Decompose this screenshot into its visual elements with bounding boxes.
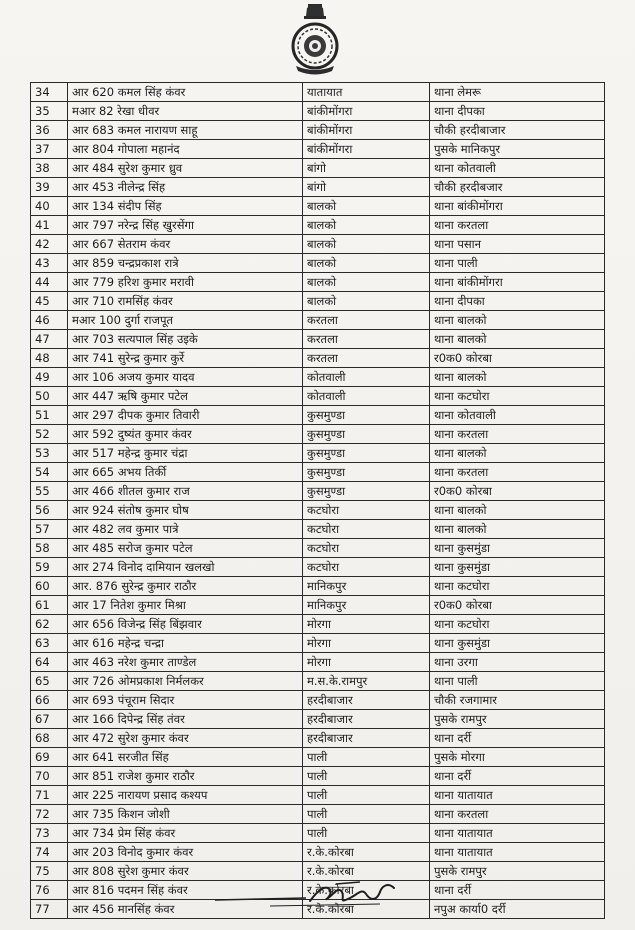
table-row: [31, 102, 605, 121]
serial-number-cell: 34: [31, 83, 68, 102]
serial-number-cell: 37: [31, 140, 68, 159]
table-row: [31, 653, 605, 672]
to-posting-cell: थाना बालको: [430, 501, 605, 520]
from-station-cell: बांकीमोंगरा: [303, 121, 430, 140]
from-station-cell: हरदीबाजार: [303, 710, 430, 729]
employee-name-cell: आर. 876 सुरेन्द्र कुमार राठौर: [68, 577, 303, 596]
employee-name-cell: आर 804 गोपाला महानंद: [68, 140, 303, 159]
serial-number-cell: 52: [31, 425, 68, 444]
table-row: [31, 254, 605, 273]
table-row: [31, 330, 605, 349]
serial-number-cell: 75: [31, 862, 68, 881]
serial-number-cell: 39: [31, 178, 68, 197]
from-station-cell: बालको: [303, 273, 430, 292]
from-station-cell: कुसमुण्डा: [303, 444, 430, 463]
employee-name-cell: आर 466 शीतल कुमार राज: [68, 482, 303, 501]
serial-number-cell: 63: [31, 634, 68, 653]
table-row: [31, 615, 605, 634]
from-station-cell: बालको: [303, 216, 430, 235]
from-station-cell: कटघोरा: [303, 558, 430, 577]
to-posting-cell: थाना कटघोरा: [430, 577, 605, 596]
employee-name-cell: आर 734 प्रेम सिंह कंवर: [68, 824, 303, 843]
from-station-cell: यातायात: [303, 83, 430, 102]
from-station-cell: र.के.कोरबा: [303, 843, 430, 862]
from-station-cell: बालको: [303, 292, 430, 311]
employee-name-cell: आर 641 सरजीत सिंह: [68, 748, 303, 767]
employee-name-cell: आर 447 ऋषि कुमार पटेल: [68, 387, 303, 406]
table-row: [31, 824, 605, 843]
employee-name-cell: आर 683 कमल नारायण साहू: [68, 121, 303, 140]
employee-name-cell: आर 693 पंचूराम सिदार: [68, 691, 303, 710]
serial-number-cell: 36: [31, 121, 68, 140]
from-station-cell: बांकीमोंगरा: [303, 102, 430, 121]
table-row: [31, 292, 605, 311]
to-posting-cell: थाना कोतवाली: [430, 159, 605, 178]
to-posting-cell: थाना लेमरू: [430, 83, 605, 102]
table-row: [31, 786, 605, 805]
table-row: [31, 767, 605, 786]
table-row: [31, 444, 605, 463]
to-posting-cell: थाना कुसमुंडा: [430, 558, 605, 577]
employee-name-cell: मआर 82 रेखा धीवर: [68, 102, 303, 121]
serial-number-cell: 59: [31, 558, 68, 577]
table-row: [31, 425, 605, 444]
to-posting-cell: चौकी रजगामार: [430, 691, 605, 710]
serial-number-cell: 77: [31, 900, 68, 919]
table-row: [31, 691, 605, 710]
from-station-cell: मोरगा: [303, 634, 430, 653]
table-row: [31, 520, 605, 539]
from-station-cell: बालको: [303, 197, 430, 216]
from-station-cell: कटघोरा: [303, 539, 430, 558]
employee-name-cell: आर 456 मानसिंह कंवर: [68, 900, 303, 919]
to-posting-cell: थाना बालको: [430, 368, 605, 387]
serial-number-cell: 68: [31, 729, 68, 748]
table-row: [31, 235, 605, 254]
from-station-cell: बालको: [303, 254, 430, 273]
serial-number-cell: 61: [31, 596, 68, 615]
employee-name-cell: आर 485 सरोज कुमार पटेल: [68, 539, 303, 558]
from-station-cell: पाली: [303, 748, 430, 767]
from-station-cell: करतला: [303, 311, 430, 330]
serial-number-cell: 69: [31, 748, 68, 767]
to-posting-cell: थाना करतला: [430, 216, 605, 235]
from-station-cell: मानिकपुर: [303, 596, 430, 615]
to-posting-cell: थाना दीपका: [430, 102, 605, 121]
employee-name-cell: आर 851 राजेश कुमार राठौर: [68, 767, 303, 786]
employee-name-cell: आर 203 विनोद कुमार कंवर: [68, 843, 303, 862]
employee-name-cell: आर 106 अजय कुमार यादव: [68, 368, 303, 387]
employee-name-cell: आर 703 सत्यपाल सिंह उइके: [68, 330, 303, 349]
employee-name-cell: आर 517 महेन्द्र कुमार चंद्रा: [68, 444, 303, 463]
serial-number-cell: 55: [31, 482, 68, 501]
table-row: [31, 672, 605, 691]
to-posting-cell: थाना बालको: [430, 444, 605, 463]
from-station-cell: कुसमुण्डा: [303, 425, 430, 444]
employee-name-cell: आर 726 ओमप्रकाश निर्मलकर: [68, 672, 303, 691]
table-row: [31, 463, 605, 482]
table-row: [31, 710, 605, 729]
table-row: [31, 273, 605, 292]
from-station-cell: कटघोरा: [303, 501, 430, 520]
serial-number-cell: 50: [31, 387, 68, 406]
serial-number-cell: 64: [31, 653, 68, 672]
to-posting-cell: थाना करतला: [430, 805, 605, 824]
to-posting-cell: थाना बालको: [430, 311, 605, 330]
employee-name-cell: आर 134 संदीप सिंह: [68, 197, 303, 216]
serial-number-cell: 58: [31, 539, 68, 558]
employee-name-cell: आर 665 अभय तिर्की: [68, 463, 303, 482]
to-posting-cell: थाना पसान: [430, 235, 605, 254]
serial-number-cell: 72: [31, 805, 68, 824]
to-posting-cell: र0क0 कोरबा: [430, 596, 605, 615]
employee-name-cell: आर 225 नारायण प्रसाद कश्यप: [68, 786, 303, 805]
employee-name-cell: आर 453 नीलेन्द्र सिंह: [68, 178, 303, 197]
table-row: [31, 197, 605, 216]
serial-number-cell: 51: [31, 406, 68, 425]
serial-number-cell: 43: [31, 254, 68, 273]
table-row: [31, 843, 605, 862]
from-station-cell: मोरगा: [303, 653, 430, 672]
from-station-cell: कुसमुण्डा: [303, 406, 430, 425]
to-posting-cell: चौकी हरदीबजार: [430, 178, 605, 197]
employee-name-cell: आर 616 महेन्द्र चन्द्रा: [68, 634, 303, 653]
serial-number-cell: 42: [31, 235, 68, 254]
from-station-cell: र.के.कोरबा: [303, 900, 430, 919]
to-posting-cell: थाना कटघोरा: [430, 387, 605, 406]
table-row: [31, 349, 605, 368]
from-station-cell: कुसमुण्डा: [303, 482, 430, 501]
to-posting-cell: थाना यातायात: [430, 786, 605, 805]
employee-name-cell: मआर 100 दुर्गा राजपूत: [68, 311, 303, 330]
employee-name-cell: आर 859 चन्द्रप्रकाश रात्रे: [68, 254, 303, 273]
employee-name-cell: आर 166 दिपेन्द्र सिंह तंवर: [68, 710, 303, 729]
table-row: [31, 748, 605, 767]
employee-name-cell: आर 779 हरिश कुमार मरावी: [68, 273, 303, 292]
signature-icon: [210, 868, 410, 918]
to-posting-cell: थाना बालको: [430, 520, 605, 539]
serial-number-cell: 60: [31, 577, 68, 596]
serial-number-cell: 62: [31, 615, 68, 634]
table-row: [31, 121, 605, 140]
from-station-cell: म.स.के.रामपुर: [303, 672, 430, 691]
to-posting-cell: थाना पाली: [430, 254, 605, 273]
from-station-cell: करतला: [303, 349, 430, 368]
table-row: [31, 368, 605, 387]
employee-name-cell: आर 735 किशन जोशी: [68, 805, 303, 824]
serial-number-cell: 35: [31, 102, 68, 121]
table-row: [31, 406, 605, 425]
serial-number-cell: 67: [31, 710, 68, 729]
serial-number-cell: 40: [31, 197, 68, 216]
to-posting-cell: थाना दीपका: [430, 292, 605, 311]
to-posting-cell: थाना बांकीमोंगरा: [430, 197, 605, 216]
employee-name-cell: आर 472 सुरेश कुमार कंवर: [68, 729, 303, 748]
table-row: [31, 216, 605, 235]
to-posting-cell: पुसके मोरगा: [430, 748, 605, 767]
table-row: [31, 558, 605, 577]
serial-number-cell: 53: [31, 444, 68, 463]
from-station-cell: बांगो: [303, 159, 430, 178]
from-station-cell: हरदीबाजार: [303, 691, 430, 710]
from-station-cell: र.के.कोरबा: [303, 862, 430, 881]
from-station-cell: बालको: [303, 235, 430, 254]
employee-name-cell: आर 620 कमल सिंह कंवर: [68, 83, 303, 102]
from-station-cell: पाली: [303, 786, 430, 805]
to-posting-cell: थाना कोतवाली: [430, 406, 605, 425]
serial-number-cell: 49: [31, 368, 68, 387]
serial-number-cell: 48: [31, 349, 68, 368]
table-row: [31, 178, 605, 197]
to-posting-cell: थाना यातायात: [430, 824, 605, 843]
to-posting-cell: थाना पाली: [430, 672, 605, 691]
from-station-cell: मोरगा: [303, 615, 430, 634]
table-row: [31, 83, 605, 102]
table-row: [31, 311, 605, 330]
table-row: [31, 805, 605, 824]
table-row: [31, 634, 605, 653]
to-posting-cell: थाना कुसमुंडा: [430, 539, 605, 558]
employee-name-cell: आर 924 संतोष कुमार घोष: [68, 501, 303, 520]
serial-number-cell: 41: [31, 216, 68, 235]
table-row: [31, 539, 605, 558]
employee-name-cell: आर 274 विनोद दामियान खलखो: [68, 558, 303, 577]
employee-name-cell: आर 808 सुरेश कुमार कंवर: [68, 862, 303, 881]
to-posting-cell: नपुअ कार्या0 दर्री: [430, 900, 605, 919]
employee-name-cell: आर 667 सेतराम कंवर: [68, 235, 303, 254]
to-posting-cell: थाना उरगा: [430, 653, 605, 672]
to-posting-cell: थाना बांकीमोंगरा: [430, 273, 605, 292]
table-row: [31, 577, 605, 596]
serial-number-cell: 76: [31, 881, 68, 900]
to-posting-cell: र0क0 कोरबा: [430, 482, 605, 501]
to-posting-cell: थाना कटघोरा: [430, 615, 605, 634]
to-posting-cell: थाना यातायात: [430, 843, 605, 862]
employee-name-cell: आर 710 रामसिंह कंवर: [68, 292, 303, 311]
serial-number-cell: 70: [31, 767, 68, 786]
from-station-cell: पाली: [303, 805, 430, 824]
to-posting-cell: थाना करतला: [430, 463, 605, 482]
table-row: [31, 596, 605, 615]
from-station-cell: र.के.कोरबा: [303, 881, 430, 900]
serial-number-cell: 56: [31, 501, 68, 520]
serial-number-cell: 57: [31, 520, 68, 539]
employee-name-cell: आर 592 दुष्यंत कुमार कंवर: [68, 425, 303, 444]
employee-name-cell: आर 816 पदमन सिंह कंवर: [68, 881, 303, 900]
to-posting-cell: पुसके रामपुर: [430, 710, 605, 729]
employee-name-cell: आर 656 विजेन्द्र सिंह बिंझवार: [68, 615, 303, 634]
serial-number-cell: 44: [31, 273, 68, 292]
from-station-cell: कुसमुण्डा: [303, 463, 430, 482]
to-posting-cell: चौकी हरदीबाजार: [430, 121, 605, 140]
serial-number-cell: 38: [31, 159, 68, 178]
police-emblem-icon: [288, 2, 342, 76]
employee-name-cell: आर 482 लव कुमार पात्रे: [68, 520, 303, 539]
transfer-table: [30, 82, 605, 919]
to-posting-cell: थाना दर्री: [430, 767, 605, 786]
to-posting-cell: थाना कुसमुंडा: [430, 634, 605, 653]
from-station-cell: पाली: [303, 767, 430, 786]
from-station-cell: बांकीमोंगरा: [303, 140, 430, 159]
table-row: [31, 501, 605, 520]
employee-name-cell: आर 797 नरेन्द्र सिंह खुरसेंगा: [68, 216, 303, 235]
employee-name-cell: आर 741 सुरेन्द्र कुमार कुर्रे: [68, 349, 303, 368]
employee-name-cell: आर 17 नितेश कुमार मिश्रा: [68, 596, 303, 615]
serial-number-cell: 66: [31, 691, 68, 710]
serial-number-cell: 65: [31, 672, 68, 691]
serial-number-cell: 54: [31, 463, 68, 482]
from-station-cell: करतला: [303, 330, 430, 349]
to-posting-cell: पुसके रामपुर: [430, 862, 605, 881]
table-row: [31, 159, 605, 178]
serial-number-cell: 74: [31, 843, 68, 862]
serial-number-cell: 71: [31, 786, 68, 805]
serial-number-cell: 45: [31, 292, 68, 311]
to-posting-cell: पुसके मानिकपुर: [430, 140, 605, 159]
employee-name-cell: आर 463 नरेश कुमार ताण्डेल: [68, 653, 303, 672]
from-station-cell: कोतवाली: [303, 368, 430, 387]
to-posting-cell: थाना दर्री: [430, 881, 605, 900]
from-station-cell: मानिकपुर: [303, 577, 430, 596]
from-station-cell: हरदीबाजार: [303, 729, 430, 748]
table-row: [31, 482, 605, 501]
employee-name-cell: आर 297 दीपक कुमार तिवारी: [68, 406, 303, 425]
from-station-cell: पाली: [303, 824, 430, 843]
serial-number-cell: 47: [31, 330, 68, 349]
to-posting-cell: र0क0 कोरबा: [430, 349, 605, 368]
from-station-cell: कोतवाली: [303, 387, 430, 406]
employee-name-cell: आर 484 सुरेश कुमार ध्रुव: [68, 159, 303, 178]
from-station-cell: बांगो: [303, 178, 430, 197]
to-posting-cell: थाना बालको: [430, 330, 605, 349]
serial-number-cell: 46: [31, 311, 68, 330]
to-posting-cell: थाना दर्री: [430, 729, 605, 748]
table-row: [31, 387, 605, 406]
serial-number-cell: 73: [31, 824, 68, 843]
table-row: [31, 729, 605, 748]
from-station-cell: कटघोरा: [303, 520, 430, 539]
table-row: [31, 140, 605, 159]
to-posting-cell: थाना करतला: [430, 425, 605, 444]
